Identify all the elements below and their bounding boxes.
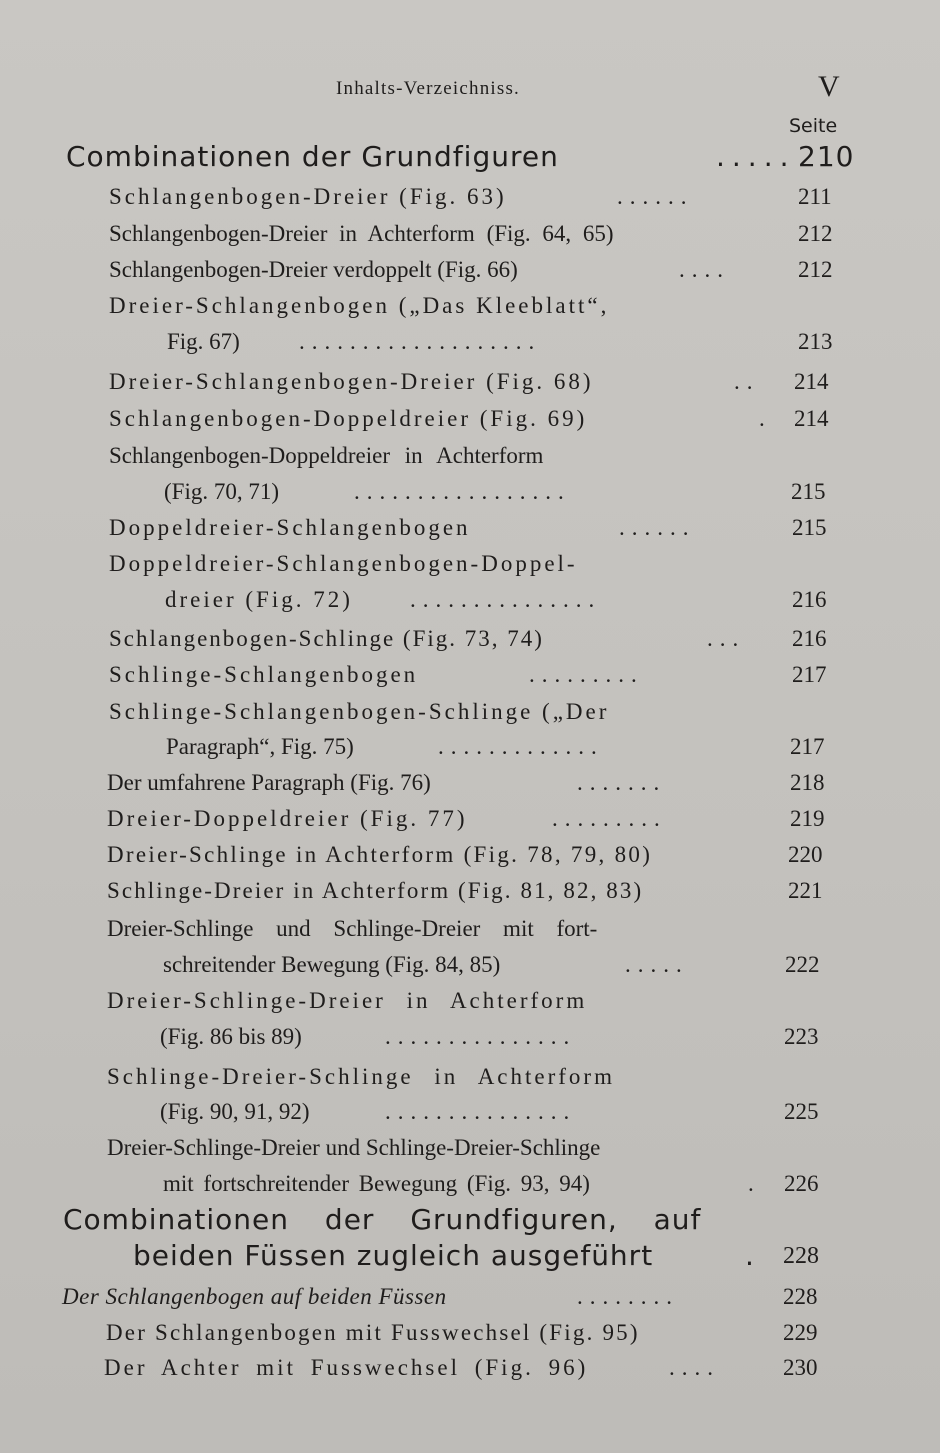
running-header: Inhalts-Verzeichniss.: [336, 78, 521, 99]
page-column-label: Seite: [789, 115, 838, 137]
page-numeral: V: [818, 70, 840, 103]
book-page: Inhalts-Verzeichniss. V Seite Combinationen der Grundfiguren ..... 210 Schlangenbogen-Dreier (Fig. 63) ...... 211 Schlangenbogen-Dreier in Achterform (Fig. 64, 65) 212 Schlangenbogen-Dreier verdoppelt (Fig. 66) .... 212 Dreier-Schlangenbogen („Das Kleeblatt“, Fig. 67) ................... 213 Dreier-Schlangenbogen-Dreier (Fig. 68) .. 214 Schlangenbogen-Doppeldreier (Fig. 69) . 214 Schlangenbogen-Doppeldreier in Achterform (Fig. 70, 71) ................. 215 Doppeldreier-Schlangenbogen ...... 215 Doppeldreier-Schlangenbogen-Doppel- dreier (Fig. 72) ............... 216 Schlangenbogen-Schlinge (Fig. 73, 74) ... 216 Schlinge-Schlangenbogen ......... 217 Schlinge-Schlangenbogen-Schlinge („Der Paragraph“, Fig. 75) ............. 217 Der umfahrene Paragraph (Fig. 76) ....... 218 Dreier-Doppeldreier (Fig. 77) ......... 219 Dreier-Schlinge in Achterform (Fig. 78, 79, 80) 220 Schlinge-Dreier in Achterform (Fig. 81, 82, 83) 221 Dreier-Schlinge und Schlinge-Dreier mit fort- schreitender Bewegung (Fig. 84, 85) ..... 222 Dreier-Schlinge-Dreier in Achterform (Fig. 86 bis 89) ............... 223 Schlinge-Dreier-Schlinge in Achterform (Fig. 90, 91, 92) ............... 225 Dreier-Schlinge-Dreier und Schlinge-Dreier-Schlinge mit fortschreitender Bewegung (Fig. 93, 94) . 226 Combinationen der Grundfiguren, auf beiden Füssen zugleich ausgeführt . 228 Der Schlangenbogen auf beiden Füssen ........ 228 Der Schlangenbogen mit Fusswechsel (Fig. 95) 229 Der Achter mit Fusswechsel (Fig. 96) .... 230: [0, 0, 940, 1453]
